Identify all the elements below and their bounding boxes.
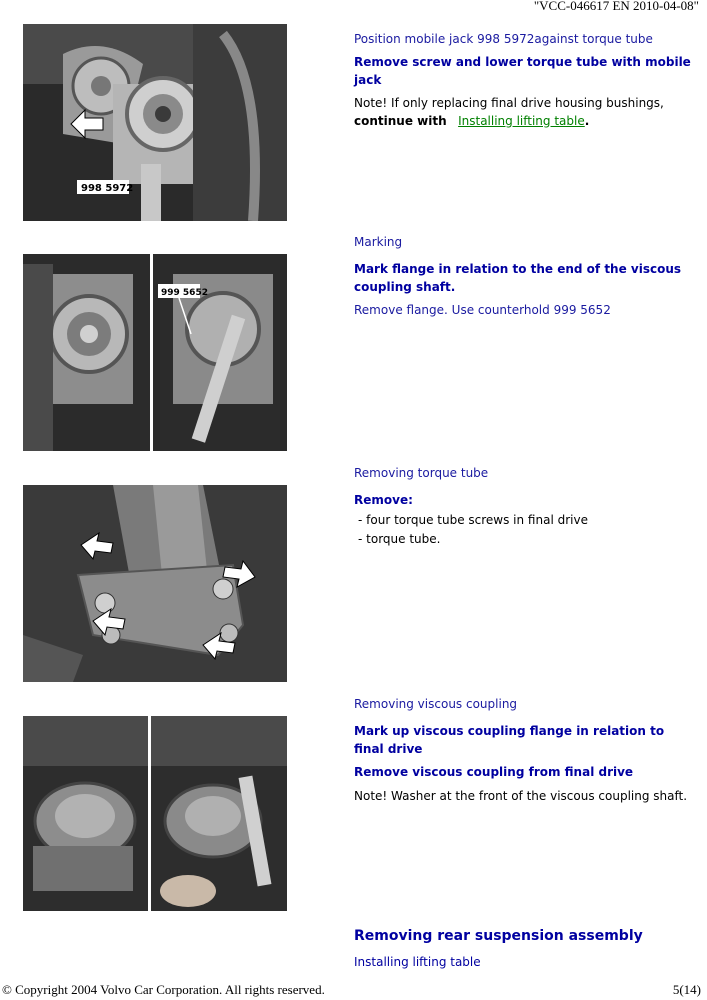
photo-viscous-coupling xyxy=(23,716,287,911)
section-removing-viscous-coupling xyxy=(354,696,694,811)
step-remove-flange: Remove flange. Use counterhold 999 5652 xyxy=(354,303,611,318)
photo-torque-tube xyxy=(23,485,287,682)
list-item: - torque tube. xyxy=(354,531,694,548)
continue-label: continue with xyxy=(354,113,447,128)
section-marking xyxy=(354,234,694,326)
step-remove-screw: Remove screw and lower torque tube with mobile jack xyxy=(354,55,691,87)
photo-marking-flange xyxy=(23,254,287,451)
section-removing-rear-suspension xyxy=(354,926,694,978)
page-number: 5(14) xyxy=(672,982,701,997)
remove-list xyxy=(354,512,694,549)
sub-installing-lifting-table: Installing lifting table xyxy=(354,955,481,970)
list-item: - four torque tube screws in final drive xyxy=(354,512,694,529)
section-removing-torque-tube xyxy=(354,465,694,551)
note-bushings xyxy=(354,95,694,130)
step-position-jack: Position mobile jack 998 5972against torque tube xyxy=(354,32,653,46)
step-mark-flange: Mark flange in relation to the end of the viscous coupling shaft. xyxy=(354,262,682,294)
document-reference: "VCC-046617 EN 2010-04-08" xyxy=(533,0,699,13)
photo-label-tool-999: 999 5652 xyxy=(161,288,208,298)
step-remove-viscous-coupling: Remove viscous coupling from final drive xyxy=(354,765,634,780)
page-footer xyxy=(2,982,701,998)
photo-mobile-jack xyxy=(23,24,287,221)
link-installing-lifting-table[interactable]: Installing lifting table xyxy=(458,113,585,128)
note-text: Note! If only replacing final drive housing bushings, xyxy=(354,96,664,111)
heading-removing-viscous-coupling: Removing viscous coupling xyxy=(354,697,518,711)
copyright-text: © Copyright 2004 Volvo Car Corporation. All rights reserved. xyxy=(2,982,325,997)
photo-label-tool-998: 998 5972 xyxy=(81,183,134,194)
section-mobile-jack xyxy=(354,31,694,136)
heading-marking: Marking xyxy=(354,235,403,249)
step-mark-up-flange: Mark up viscous coupling flange in relation to final drive xyxy=(354,724,665,756)
heading-removing-rear-suspension: Removing rear suspension assembly xyxy=(354,928,643,944)
heading-removing-torque-tube: Removing torque tube xyxy=(354,466,489,480)
note-end: . xyxy=(584,113,590,128)
sub-remove: Remove: xyxy=(354,493,413,508)
note-washer: Note! Washer at the front of the viscous coupling shaft. xyxy=(354,788,688,803)
